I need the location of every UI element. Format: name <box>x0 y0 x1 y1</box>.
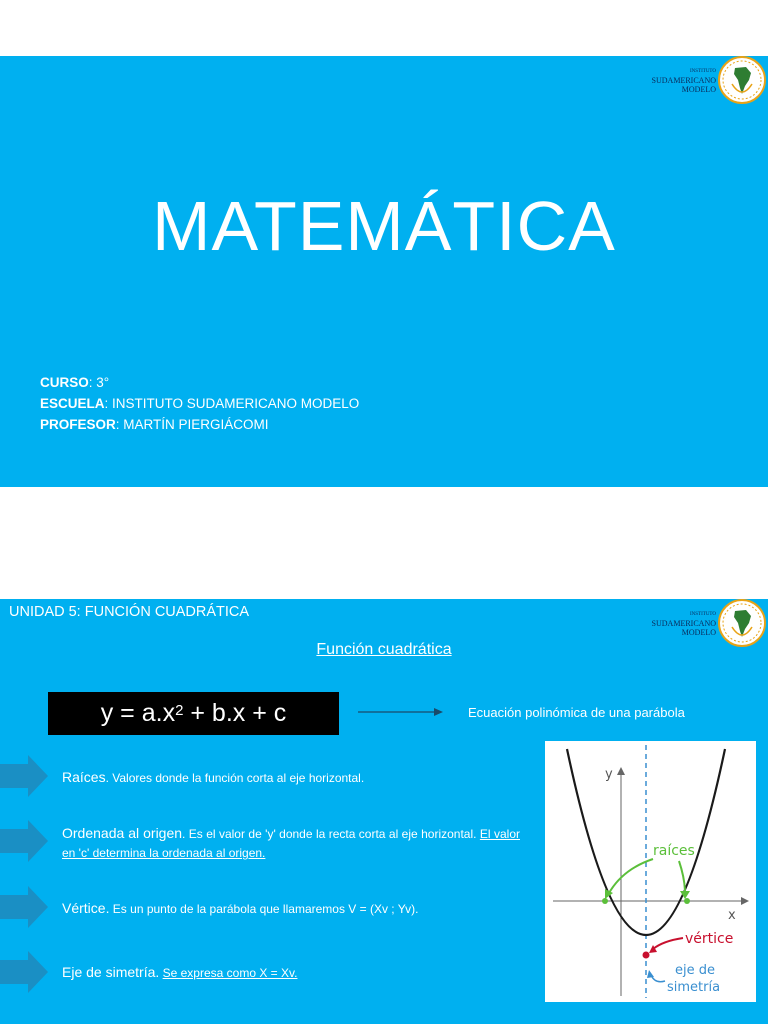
bullet-vertex: Vértice. Es un punto de la parábola que llamaremos V = (Xv ; Yv). <box>62 900 419 916</box>
section-subtitle: Función cuadrática <box>316 641 452 658</box>
bullet-arrow-icon <box>0 886 50 928</box>
bullet-y-intercept: Ordenada al origen. Es el valor de 'y' donde la recta corta al eje horizontal. El valor en 'c' determina la ordenada al origen. <box>62 825 520 860</box>
vertex-point <box>643 952 650 959</box>
x-axis-label: x <box>728 908 736 923</box>
bullet-arrow-icon <box>0 951 50 993</box>
arrow-right-icon <box>358 707 444 717</box>
school-logo <box>652 56 766 104</box>
bullet-arrow-icon <box>0 820 50 862</box>
info-teacher: PROFESOR: MARTÍN PIERGIÁCOMI <box>40 417 269 432</box>
school-logo <box>652 599 766 647</box>
logo-text: INSTITUTO SUDAMERICANO MODELO <box>651 68 716 94</box>
bullet-symmetry-axis: Eje de simetría. Se expresa como X = Xv. <box>62 964 298 980</box>
content-slide <box>0 599 768 1024</box>
title-slide <box>0 56 768 487</box>
y-axis-label: y <box>605 767 613 782</box>
page-title: MATEMÁTICA <box>152 187 616 265</box>
equation-description: Ecuación polinómica de una parábola <box>468 705 685 720</box>
bullet-roots: Raíces. Valores donde la función corta al eje horizontal. <box>62 769 365 785</box>
course-info <box>40 372 359 435</box>
info-school: ESCUELA: INSTITUTO SUDAMERICANO MODELO <box>40 396 360 411</box>
roots-label: raíces <box>653 843 695 859</box>
parabola-svg <box>545 741 756 1002</box>
info-course: CURSO: 3° <box>40 375 110 390</box>
logo-text: INSTITUTO SUDAMERICANO MODELO <box>651 611 716 637</box>
south-america-seal-icon <box>718 599 766 647</box>
quadratic-equation: y = a.x $^2$ + b.x + c <box>48 692 339 735</box>
symmetry-label-2: simetría <box>667 980 721 995</box>
parabola-diagram <box>545 741 756 1002</box>
south-america-seal-icon <box>718 56 766 104</box>
unit-title: UNIDAD 5: FUNCIÓN CUADRÁTICA <box>9 604 250 620</box>
root-point <box>684 898 690 904</box>
symmetry-label-1: eje de <box>675 963 715 978</box>
vertex-label: vértice <box>685 931 734 947</box>
bullet-arrow-icon <box>0 755 50 797</box>
